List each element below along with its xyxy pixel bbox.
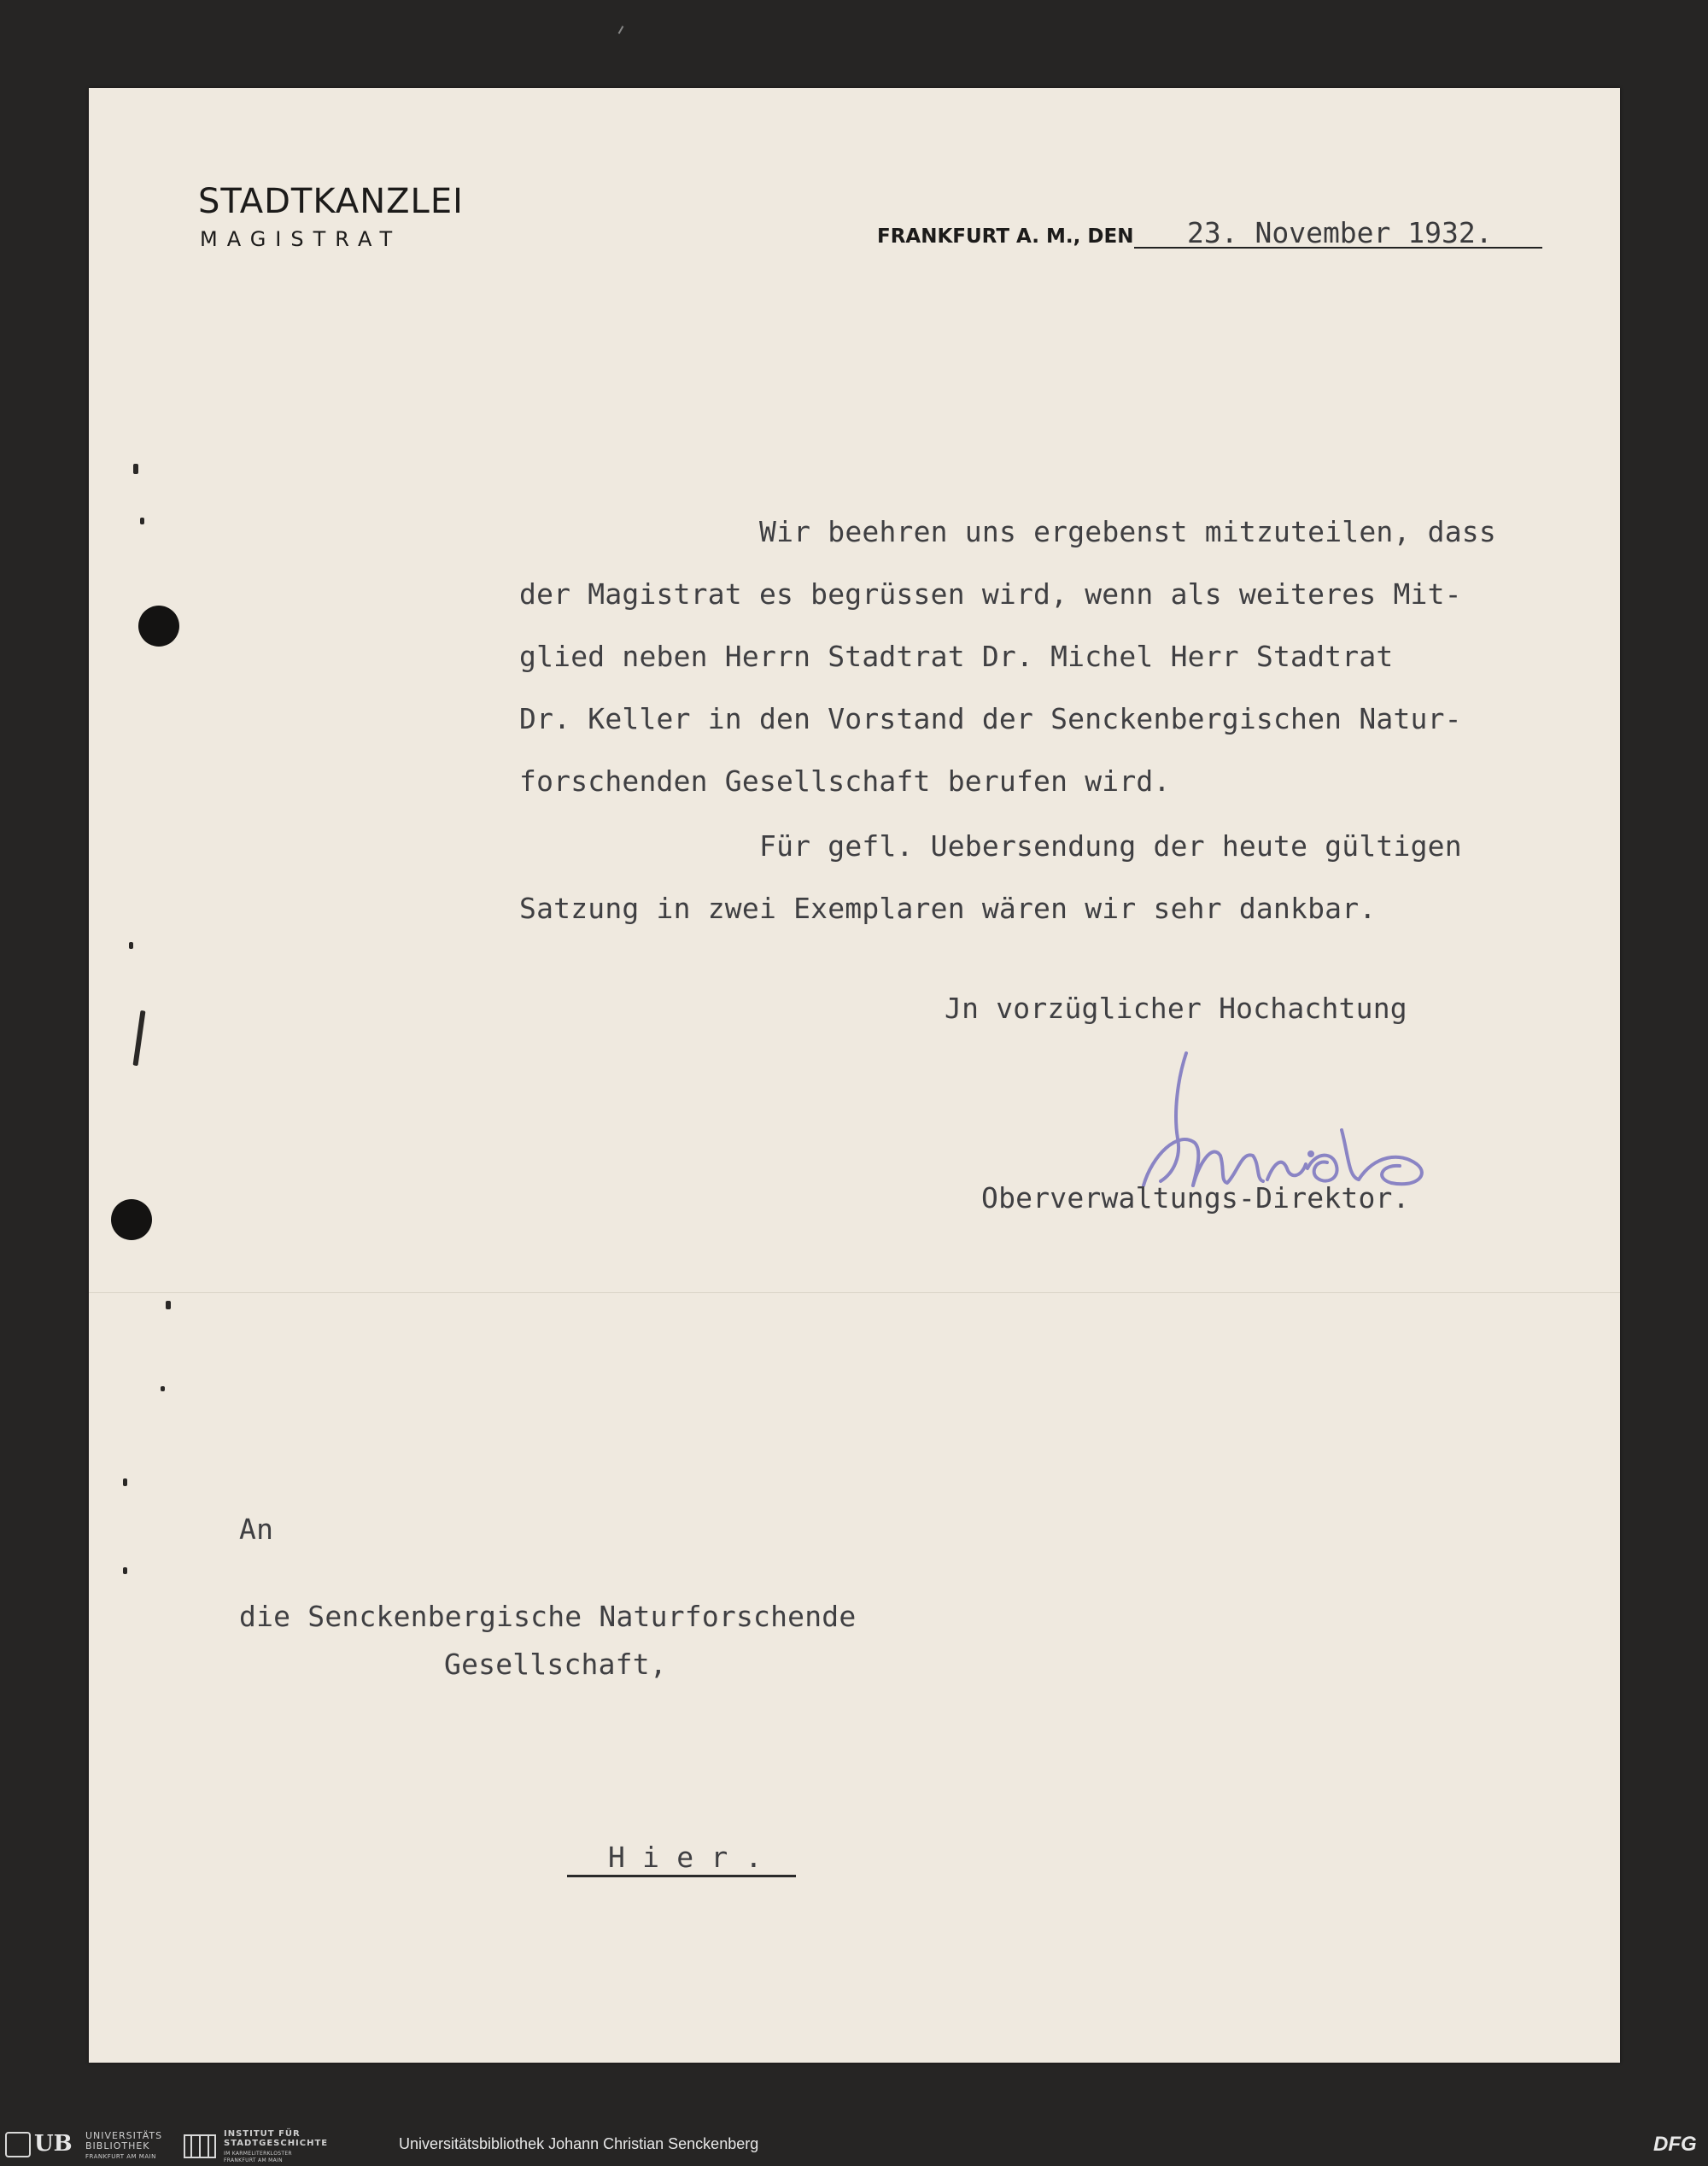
recipient-place-underline (567, 1875, 796, 1877)
body-line: Wir beehren uns ergebenst mitzuteilen, dass (759, 515, 1496, 548)
body-line: forschenden Gesellschaft berufen wird. (519, 764, 1171, 798)
margin-mark (133, 1010, 146, 1066)
letter-date: 23. November 1932. (1187, 216, 1493, 249)
institute-label-line: IM KARMELITERKLOSTER (224, 2151, 292, 2157)
margin-mark (140, 518, 144, 524)
punch-hole-bottom (111, 1199, 152, 1240)
institute-label-line: INSTITUT FÜR (224, 2129, 301, 2139)
letterhead-subtitle: MAGISTRAT (200, 227, 402, 251)
footer-bar (0, 2125, 1708, 2166)
ub-logo-icon (5, 2132, 31, 2157)
body-line: der Magistrat es begrüssen wird, wenn als weiteres Mit- (519, 577, 1462, 611)
margin-mark (129, 942, 133, 949)
place-label: FRANKFURT A. M., DEN (877, 225, 1134, 248)
letter-sheet (89, 88, 1620, 2063)
letterhead-title: STADTKANZLEI (198, 182, 464, 221)
fold-line (89, 1292, 1620, 1293)
institute-building-icon (183, 2132, 217, 2159)
closing-phrase: Jn vorzüglicher Hochachtung (945, 992, 1407, 1025)
institute-label-line: FRANKFURT AM MAIN (224, 2157, 283, 2163)
body-line: Satzung in zwei Exemplaren wären wir sehr dankbar. (519, 892, 1377, 925)
body-line: Dr. Keller in den Vorstand der Senckenbergischen Natur- (519, 702, 1462, 735)
signer-title: Oberverwaltungs-Direktor. (981, 1181, 1410, 1215)
margin-mark (123, 1478, 127, 1486)
ub-label-line: FRANKFURT AM MAIN (85, 2153, 156, 2160)
punch-hole-top (138, 606, 179, 647)
margin-mark (161, 1386, 165, 1391)
library-name: Universitätsbibliothek Johann Christian Senckenberg (399, 2135, 759, 2152)
ub-label-line: BIBLIOTHEK (85, 2140, 150, 2151)
ub-logo-text: UB (34, 2131, 73, 2157)
recipient-place: H i e r . (608, 1841, 763, 1874)
recipient-line: die Senckenbergische Naturforschende (239, 1600, 857, 1633)
recipient-line: Gesellschaft, (444, 1648, 667, 1681)
margin-mark (166, 1301, 171, 1309)
body-line: Für gefl. Uebersendung der heute gültigen (759, 829, 1462, 863)
ub-label-line: UNIVERSITÄTS (85, 2130, 163, 2141)
institute-label-line: STADTGESCHICHTE (224, 2139, 329, 2148)
scan-mark (618, 26, 624, 34)
dfg-logo: DFG (1653, 2133, 1697, 2156)
margin-mark (133, 464, 138, 474)
margin-mark (123, 1567, 127, 1574)
body-line: glied neben Herrn Stadtrat Dr. Michel Herr Stadtrat (519, 640, 1394, 673)
recipient-to: An (239, 1513, 274, 1546)
